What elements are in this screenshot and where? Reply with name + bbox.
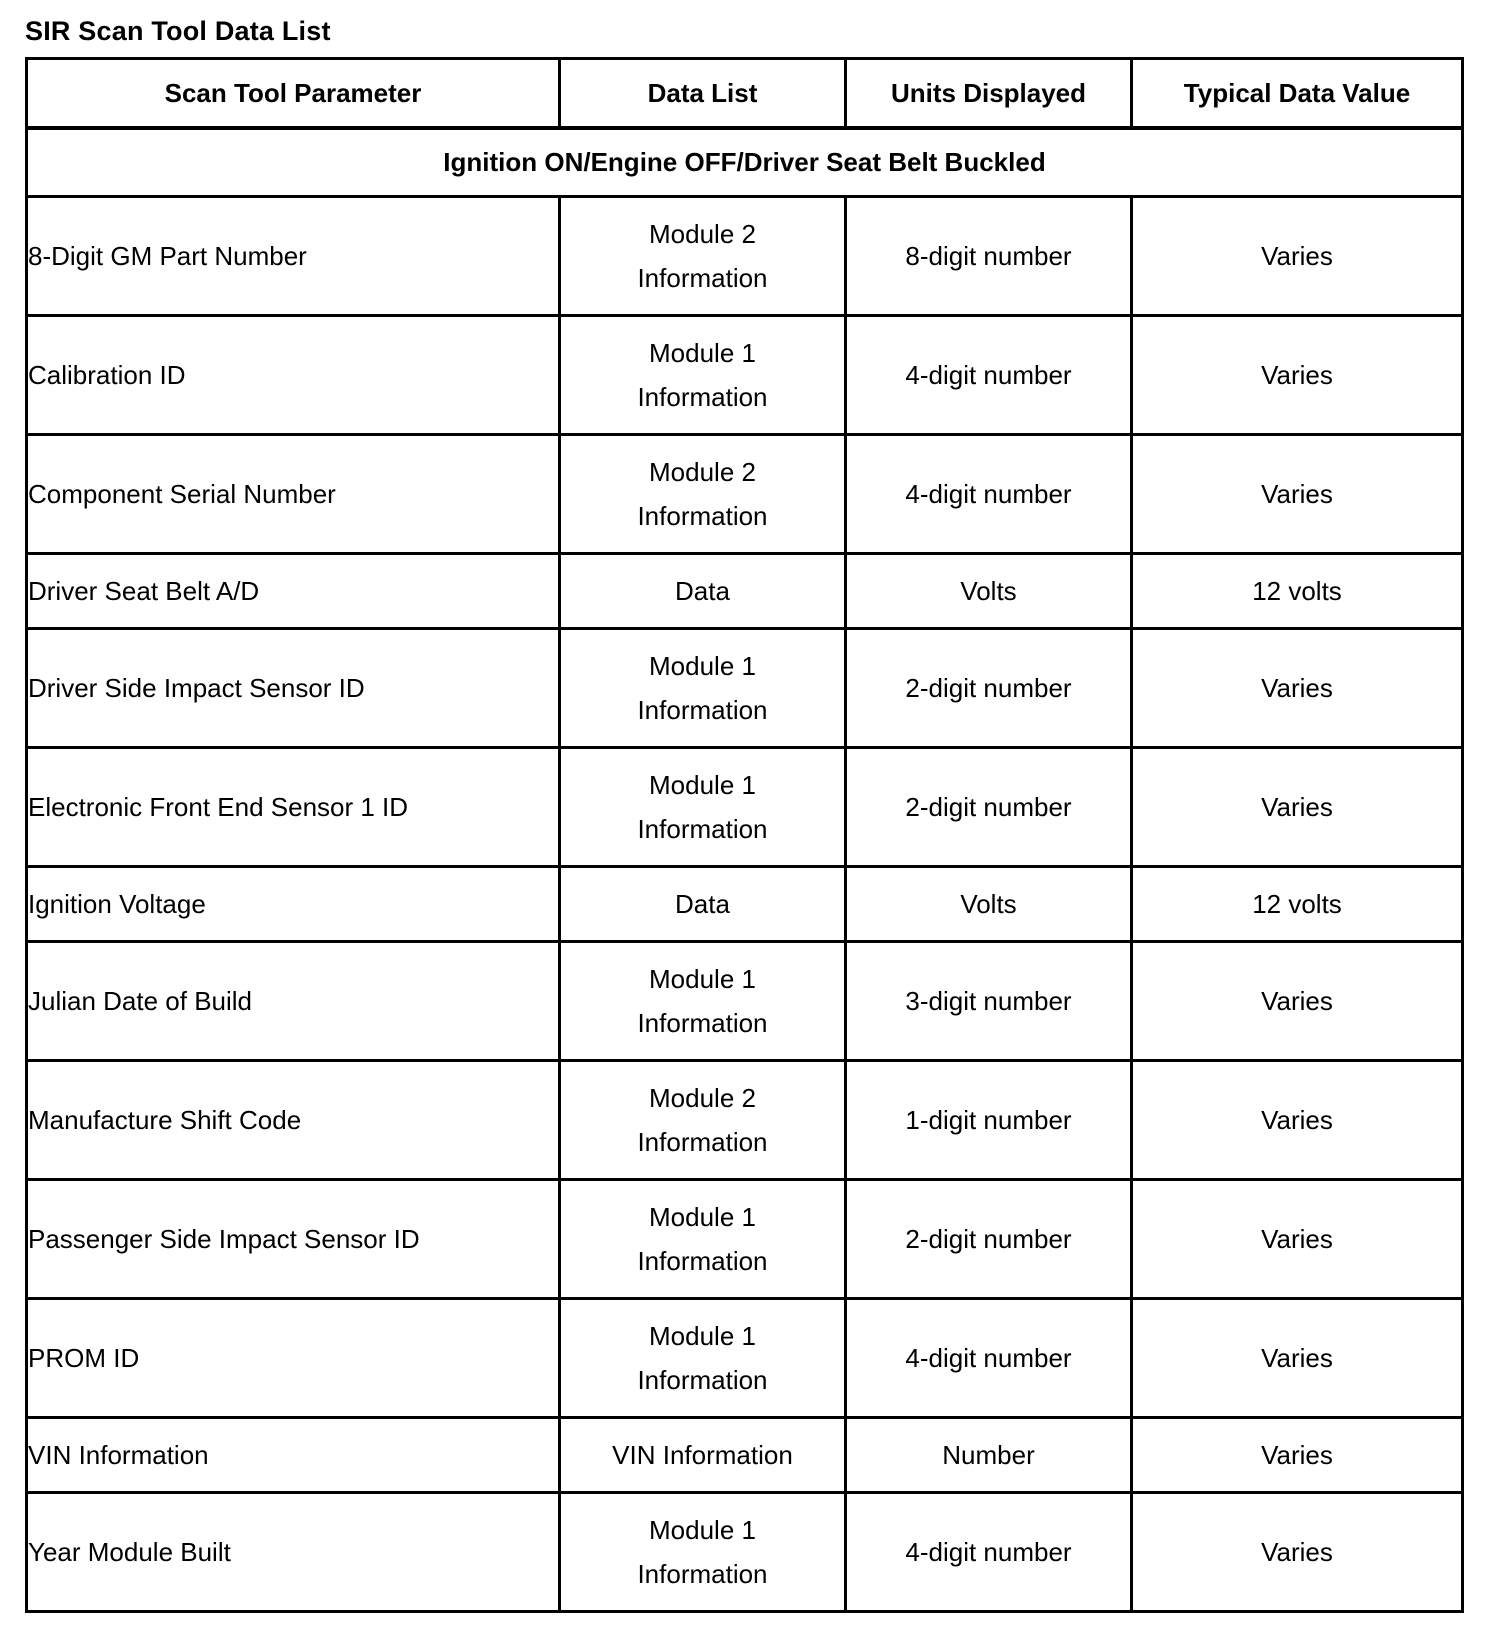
cell-units-displayed: 1-digit number: [846, 1061, 1132, 1180]
section-row: [27, 128, 1463, 197]
cell-scan-tool-parameter: PROM ID: [27, 1299, 560, 1418]
data-list-line: Information: [637, 1246, 768, 1276]
cell-scan-tool-parameter: Julian Date of Build: [27, 942, 560, 1061]
table-row: [27, 1061, 1463, 1180]
cell-typical-data-value: Varies: [1132, 435, 1463, 554]
data-list-line: Information: [637, 695, 768, 725]
table-header-row: [27, 59, 1463, 128]
cell-units-displayed: 4-digit number: [846, 435, 1132, 554]
cell-data-list: [560, 197, 846, 316]
table-row: [27, 748, 1463, 867]
scan-tool-data-table: [25, 57, 1464, 1613]
data-list-line: Module 1: [649, 770, 756, 800]
cell-typical-data-value: Varies: [1132, 629, 1463, 748]
table-row: [27, 1299, 1463, 1418]
data-list-line: Information: [637, 814, 768, 844]
data-list-line: Information: [637, 1127, 768, 1157]
data-list-line: Information: [637, 1559, 768, 1589]
cell-typical-data-value: 12 volts: [1132, 867, 1463, 942]
cell-data-list: [560, 1180, 846, 1299]
table-row: [27, 435, 1463, 554]
data-list-line: Information: [637, 1008, 768, 1038]
cell-units-displayed: 2-digit number: [846, 629, 1132, 748]
data-list-line: Module 1: [649, 651, 756, 681]
cell-scan-tool-parameter: Year Module Built: [27, 1493, 560, 1612]
cell-typical-data-value: Varies: [1132, 942, 1463, 1061]
cell-data-list: [560, 942, 846, 1061]
cell-scan-tool-parameter: 8-Digit GM Part Number: [27, 197, 560, 316]
cell-typical-data-value: Varies: [1132, 1418, 1463, 1493]
cell-scan-tool-parameter: Passenger Side Impact Sensor ID: [27, 1180, 560, 1299]
cell-scan-tool-parameter: Manufacture Shift Code: [27, 1061, 560, 1180]
cell-typical-data-value: Varies: [1132, 316, 1463, 435]
cell-data-list: [560, 748, 846, 867]
table-row: [27, 1493, 1463, 1612]
data-list-line: Module 1: [649, 964, 756, 994]
table-row: [27, 1418, 1463, 1493]
cell-data-list: [560, 1061, 846, 1180]
cell-data-list: VIN Information: [560, 1418, 846, 1493]
section-label: Ignition ON/Engine OFF/Driver Seat Belt Buckled: [27, 128, 1463, 197]
cell-typical-data-value: 12 volts: [1132, 554, 1463, 629]
data-list-line: Information: [637, 263, 768, 293]
cell-typical-data-value: Varies: [1132, 1299, 1463, 1418]
cell-typical-data-value: Varies: [1132, 1180, 1463, 1299]
cell-units-displayed: 8-digit number: [846, 197, 1132, 316]
document-title: SIR Scan Tool Data List: [25, 16, 331, 46]
cell-scan-tool-parameter: Component Serial Number: [27, 435, 560, 554]
header-data-list: Data List: [560, 59, 846, 128]
cell-data-list: [560, 316, 846, 435]
header-units-displayed: Units Displayed: [846, 59, 1132, 128]
cell-units-displayed: 4-digit number: [846, 1299, 1132, 1418]
data-list-line: Module 2: [649, 219, 756, 249]
data-list-line: Information: [637, 501, 768, 531]
header-typical-data-value: Typical Data Value: [1132, 59, 1463, 128]
cell-scan-tool-parameter: Electronic Front End Sensor 1 ID: [27, 748, 560, 867]
cell-data-list: [560, 1299, 846, 1418]
cell-data-list: [560, 435, 846, 554]
cell-units-displayed: 4-digit number: [846, 1493, 1132, 1612]
data-list-line: Module 1: [649, 1515, 756, 1545]
cell-data-list: Data: [560, 554, 846, 629]
data-list-line: Module 2: [649, 1083, 756, 1113]
cell-typical-data-value: Varies: [1132, 1061, 1463, 1180]
table-row: [27, 867, 1463, 942]
data-list-line: Module 2: [649, 457, 756, 487]
cell-data-list: Data: [560, 867, 846, 942]
table-row: [27, 197, 1463, 316]
table-row: [27, 316, 1463, 435]
cell-units-displayed: Number: [846, 1418, 1132, 1493]
cell-typical-data-value: Varies: [1132, 748, 1463, 867]
cell-data-list: [560, 629, 846, 748]
header-scan-tool-parameter: Scan Tool Parameter: [27, 59, 560, 128]
cell-data-list: [560, 1493, 846, 1612]
table-row: [27, 554, 1463, 629]
cell-units-displayed: 2-digit number: [846, 1180, 1132, 1299]
table-row: [27, 629, 1463, 748]
data-list-line: Information: [637, 382, 768, 412]
table-row: [27, 942, 1463, 1061]
cell-units-displayed: 4-digit number: [846, 316, 1132, 435]
cell-scan-tool-parameter: Driver Side Impact Sensor ID: [27, 629, 560, 748]
cell-typical-data-value: Varies: [1132, 1493, 1463, 1612]
table-body: [27, 128, 1463, 1612]
cell-units-displayed: 2-digit number: [846, 748, 1132, 867]
data-list-line: Information: [637, 1365, 768, 1395]
cell-scan-tool-parameter: Driver Seat Belt A/D: [27, 554, 560, 629]
table-row: [27, 1180, 1463, 1299]
cell-scan-tool-parameter: Calibration ID: [27, 316, 560, 435]
cell-units-displayed: Volts: [846, 867, 1132, 942]
data-list-line: Module 1: [649, 338, 756, 368]
cell-typical-data-value: Varies: [1132, 197, 1463, 316]
data-list-line: Module 1: [649, 1321, 756, 1351]
cell-scan-tool-parameter: VIN Information: [27, 1418, 560, 1493]
cell-units-displayed: 3-digit number: [846, 942, 1132, 1061]
cell-units-displayed: Volts: [846, 554, 1132, 629]
data-list-line: Module 1: [649, 1202, 756, 1232]
cell-scan-tool-parameter: Ignition Voltage: [27, 867, 560, 942]
